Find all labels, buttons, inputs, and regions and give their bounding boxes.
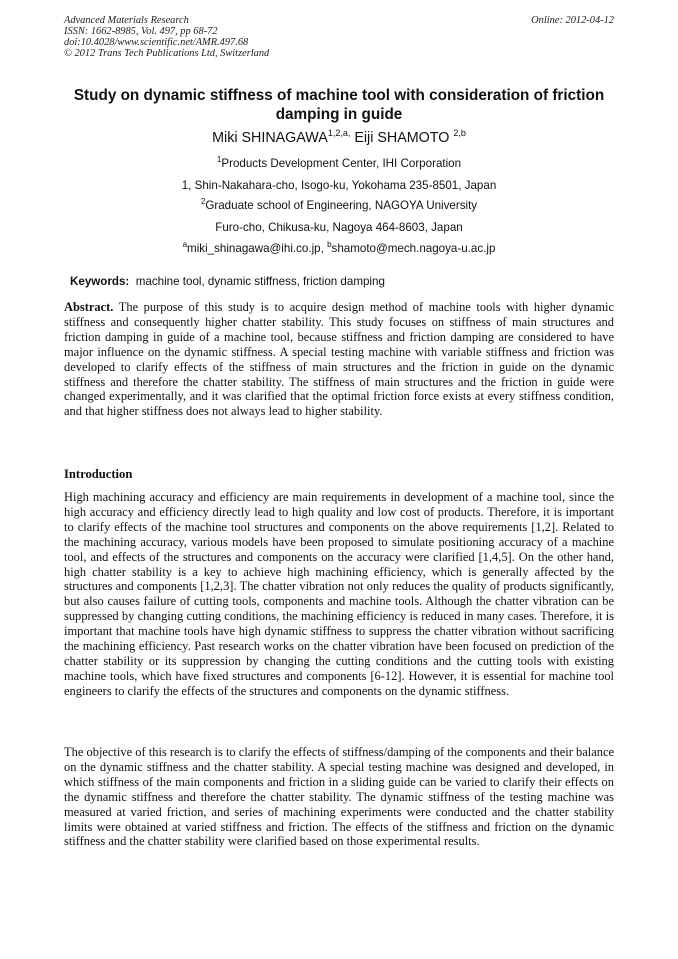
author-name: Miki SHINAGAWA [212,130,328,146]
affiliation-superscript: 2 [200,197,206,206]
author-superscript: 1,2,a, [327,128,351,138]
affiliation-text: Furo-cho, Chikusa-ku, Nagoya 464-8603, Japan [215,221,463,234]
journal-copyright: © 2012 Trans Tech Publications Ltd, Switzerland [64,48,270,59]
section-heading: Introduction [64,467,133,481]
affiliation-line [70,221,608,235]
affiliation-line [70,157,608,171]
affiliation-superscript: 1 [216,155,222,164]
journal-name: Advanced Materials Research [64,15,189,26]
keywords [70,275,610,289]
paragraph: High machining accuracy and efficiency are main requirements in development of a machine tool, since the high accuracy and efficiency directly lead to high quality and low cost of products. Therefore, it is important to clarify effects of the machine tool structures and components on the above requirements [1,2]. Related to the machining accuracy, various models have been proposed to simulate positioning accuracy of a machine tool, and effects of the structures and components on the accuracy were clarified [1,4,5]. On the other hand, high chatter stability is a key to achieve high machining efficiency, which is generally affected by the structures and components [1,2,3]. The chatter vibration not only reduces the quality of products significantly, but also causes failure of cutting tools, components and machine tools. Although the chatter vibration can be suppressed by changing cutting conditions, the machining efficiency is reduced in many cases. Therefore, it is important that machine tools have high dynamic stiffness to suppress the chatter vibration without sacrificing the machining efficiency. Past research works on the chatter vibration have been focused on prediction of the chatter stability or its suppression by changing the cutting conditions and the cutting tools with existing machine tools, which have fixed structures and components [6-12]. However, it is essential for machine tool engineers to clarify the effects of the structures and components on the dynamic stiffness. [64,490,614,698]
abstract-label: Abstract. [64,300,114,314]
journal-doi: doi:10.4028/www.scientific.net/AMR.497.68 [64,37,249,48]
paragraph: The objective of this research is to clarify the effects of stiffness/damping of the components and their balance on the dynamic stiffness and the chatter stability. A special testing machine was designed and developed, in which stiffness of the main components and friction in a sliding guide can be varied to clarify their effects on the dynamic stiffness and therefore the chatter stability. The dynamic stiffness of the testing machine was measured at varied friction, and series of machining experiments were conducted and the chatter stability limits were obtained at varied stiffness and friction. The effects of the stiffness and friction on the dynamic stiffness and the chatter stability were clarified based on those experimental results. [64,745,614,849]
email-superscript: b [327,240,332,249]
online-date: Online: 2012-04-12 [531,15,614,26]
abstract-text: The purpose of this study is to acquire design method of machine tools with higher dynamic stiffness and consequently higher chatter stability. This study focuses on stiffness of main structures and friction damping in guide of a machine tool, because stiffness and friction damping are considered to have major influence on the dynamic stiffness. A special testing machine with variable stiffness and friction was developed to clarify effects of the stiffness of main structures and the friction in guide on the dynamic stiffness and therefore the chatter stability. The stiffness of main structures and the friction in guide were changed experimentally, and it was clarified that the optimal friction force exists at every stiffness condition, and that higher stiffness does not always lead to higher stability. [64,300,614,419]
abstract [64,300,614,419]
email-line: $^a$miki_shinagawa@ihi.co.jp, $^b$shamoto@mech.nagoya-u.ac.jp [182,240,496,255]
email-address: miki_shinagawa@ihi.co.jp [187,242,321,255]
keywords-label: Keywords: [70,275,130,288]
affiliation-line [70,199,608,213]
email-address: shamoto@mech.nagoya-u.ac.jp [331,242,496,255]
email-superscript: a [182,240,188,249]
journal-header [64,15,269,59]
author-superscript: 2,b [453,128,466,138]
paper-title: Study on dynamic stiffness of machine tool with consideration of friction damping in guide [73,87,605,123]
affiliation-text: Graduate school of Engineering, NAGOYA University [205,199,478,212]
author-line [70,129,608,147]
author-name: Eiji SHAMOTO [354,130,450,146]
affiliation-text: 1, Shin-Nakahara-cho, Isogo-ku, Yokohama 235-8501, Japan [181,179,497,192]
affiliation-text: Products Development Center, IHI Corporation [221,157,462,170]
affiliation-line [70,179,608,193]
journal-issn: ISSN: 1662-8985, Vol. 497, pp 68-72 [64,26,218,37]
keywords-text: machine tool, dynamic stiffness, friction damping [135,275,385,288]
